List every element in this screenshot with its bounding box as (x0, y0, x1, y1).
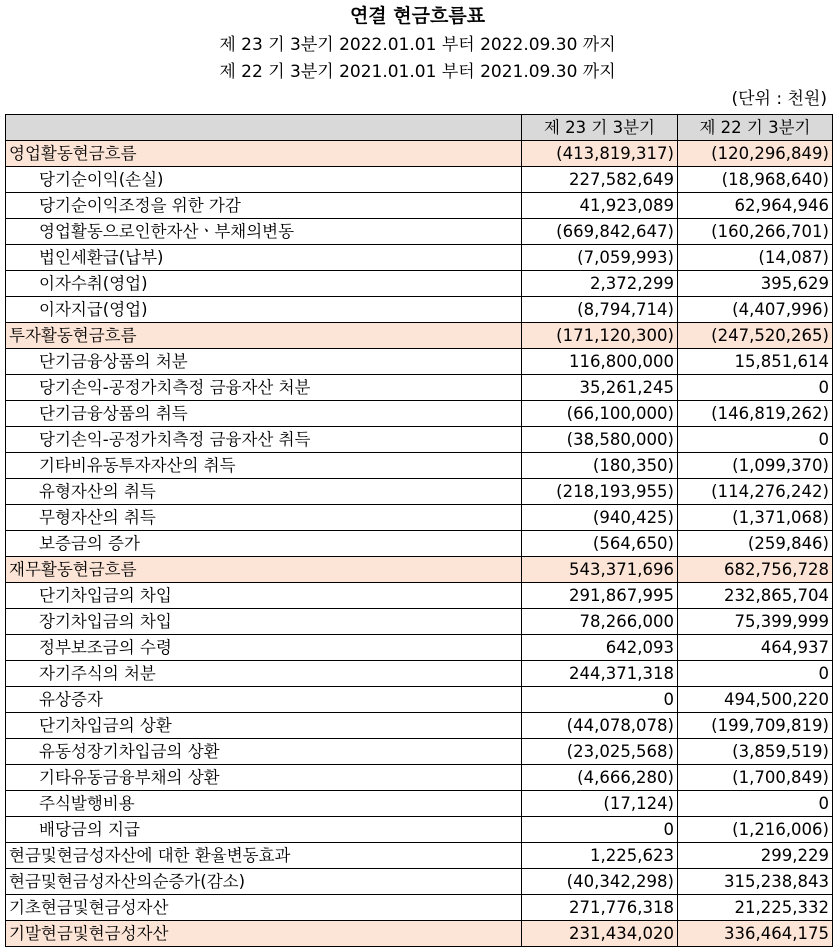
prior-period-value: 682,756,728 (678, 557, 833, 583)
row-label: 장기차입금의 차입 (6, 609, 522, 635)
row-label: 유형자산의 취득 (6, 479, 522, 505)
prior-period-value: (199,709,819) (678, 713, 833, 739)
current-period-value: 543,371,696 (522, 557, 678, 583)
table-body (6, 141, 833, 947)
prior-period-value: 494,500,220 (678, 687, 833, 713)
row-label: 주식발행비용 (6, 791, 522, 817)
current-period-value: (23,025,568) (522, 739, 678, 765)
table-row (6, 167, 833, 193)
current-period-value: 0 (522, 817, 678, 843)
table-row (6, 479, 833, 505)
row-label: 단기금융상품의 처분 (6, 349, 522, 375)
table-row (6, 869, 833, 895)
table-row (6, 583, 833, 609)
row-label: 유상증자 (6, 687, 522, 713)
table-row (6, 427, 833, 453)
table-row (6, 375, 833, 401)
prior-period-value: (18,968,640) (678, 167, 833, 193)
prior-period-value: (259,846) (678, 531, 833, 557)
row-label: 영업활동으로인한자산ㆍ부채의변동 (6, 219, 522, 245)
table-row (6, 193, 833, 219)
row-label: 단기차입금의 상환 (6, 713, 522, 739)
current-period-value: 244,371,318 (522, 661, 678, 687)
current-period-value: (40,342,298) (522, 869, 678, 895)
prior-period-value: 299,229 (678, 843, 833, 869)
row-label: 유동성장기차입금의 상환 (6, 739, 522, 765)
table-row (6, 895, 833, 921)
table-row (6, 687, 833, 713)
row-label: 당기손익-공정가치측정 금융자산 취득 (6, 427, 522, 453)
current-period-value: 0 (522, 687, 678, 713)
current-period-value: (564,650) (522, 531, 678, 557)
header-prior-period: 제 22 기 3분기 (678, 115, 833, 141)
row-label: 단기금융상품의 취득 (6, 401, 522, 427)
current-period-value: (413,819,317) (522, 141, 678, 167)
prior-period-value: 464,937 (678, 635, 833, 661)
table-row (6, 401, 833, 427)
prior-period: 제 22 기 3분기 2021.01.01 부터 2021.09.30 까지 (219, 62, 616, 82)
table-row (6, 921, 833, 947)
row-label: 영업활동현금흐름 (6, 141, 522, 167)
table-row (6, 713, 833, 739)
statement-title: 연결 현금흐름표 (349, 5, 486, 27)
row-label: 정부보조금의 수령 (6, 635, 522, 661)
table-row (6, 141, 833, 167)
current-period-value: (8,794,714) (522, 297, 678, 323)
row-label: 이자수취(영업) (6, 271, 522, 297)
table-row (6, 557, 833, 583)
unit-label: (단위 : 천원) (731, 89, 827, 109)
prior-period-value: (3,859,519) (678, 739, 833, 765)
table-row (6, 271, 833, 297)
header-row (6, 115, 833, 141)
prior-period-value: (1,216,006) (678, 817, 833, 843)
row-label: 기초현금및현금성자산 (6, 895, 522, 921)
row-label: 당기순이익조정을 위한 가감 (6, 193, 522, 219)
current-period-value: 231,434,020 (522, 921, 678, 947)
prior-period-value: (1,371,068) (678, 505, 833, 531)
table-row (6, 843, 833, 869)
prior-period-value: 395,629 (678, 271, 833, 297)
current-period-value: 78,266,000 (522, 609, 678, 635)
current-period-value: 2,372,299 (522, 271, 678, 297)
prior-period-value: 315,238,843 (678, 869, 833, 895)
prior-period-value: 0 (678, 427, 833, 453)
row-label: 법인세환급(납부) (6, 245, 522, 271)
prior-period-value: (114,276,242) (678, 479, 833, 505)
prior-period-value: (146,819,262) (678, 401, 833, 427)
prior-period-value: 21,225,332 (678, 895, 833, 921)
prior-period-value: 336,464,175 (678, 921, 833, 947)
table-row (6, 349, 833, 375)
current-period-value: 271,776,318 (522, 895, 678, 921)
current-period-value: 116,800,000 (522, 349, 678, 375)
row-label: 자기주식의 처분 (6, 661, 522, 687)
row-label: 현금및현금성자산의순증가(감소) (6, 869, 522, 895)
current-period-value: (44,078,078) (522, 713, 678, 739)
prior-period-value: 15,851,614 (678, 349, 833, 375)
row-label: 투자활동현금흐름 (6, 323, 522, 349)
prior-period-value: 75,399,999 (678, 609, 833, 635)
prior-period-value: (160,266,701) (678, 219, 833, 245)
cash-flow-table (5, 114, 833, 947)
row-label: 기타유동금융부채의 상환 (6, 765, 522, 791)
current-period-value: 227,582,649 (522, 167, 678, 193)
current-period-value: (7,059,993) (522, 245, 678, 271)
header-current-period: 제 23 기 3분기 (522, 115, 678, 141)
table-row (6, 297, 833, 323)
current-period-value: (38,580,000) (522, 427, 678, 453)
current-period-value: (66,100,000) (522, 401, 678, 427)
current-period-value: (218,193,955) (522, 479, 678, 505)
current-period-value: (4,666,280) (522, 765, 678, 791)
prior-period-value: (1,700,849) (678, 765, 833, 791)
table-row (6, 219, 833, 245)
prior-period-value: 0 (678, 791, 833, 817)
table-row (6, 531, 833, 557)
row-label: 이자지급(영업) (6, 297, 522, 323)
table-row (6, 609, 833, 635)
row-label: 기타비유동투자자산의 취득 (6, 453, 522, 479)
prior-period-value: 62,964,946 (678, 193, 833, 219)
row-label: 기말현금및현금성자산 (6, 921, 522, 947)
prior-period-value: 0 (678, 661, 833, 687)
table-row (6, 765, 833, 791)
prior-period-value: (4,407,996) (678, 297, 833, 323)
current-period-value: 291,867,995 (522, 583, 678, 609)
current-period-value: 642,093 (522, 635, 678, 661)
table-row (6, 245, 833, 271)
current-period: 제 23 기 3분기 2022.01.01 부터 2022.09.30 까지 (219, 35, 616, 55)
current-period-value: 35,261,245 (522, 375, 678, 401)
prior-period-value: 232,865,704 (678, 583, 833, 609)
header-label (6, 115, 522, 141)
table-row (6, 505, 833, 531)
table-row (6, 323, 833, 349)
table-row (6, 661, 833, 687)
current-period-value: (17,124) (522, 791, 678, 817)
prior-period-value: (120,296,849) (678, 141, 833, 167)
current-period-value: (180,350) (522, 453, 678, 479)
current-period-value: (171,120,300) (522, 323, 678, 349)
current-period-value: 41,923,089 (522, 193, 678, 219)
row-label: 보증금의 증가 (6, 531, 522, 557)
row-label: 단기차입금의 차입 (6, 583, 522, 609)
prior-period-value: (1,099,370) (678, 453, 833, 479)
row-label: 현금및현금성자산에 대한 환율변동효과 (6, 843, 522, 869)
current-period-value: (940,425) (522, 505, 678, 531)
prior-period-value: (14,087) (678, 245, 833, 271)
row-label: 배당금의 지급 (6, 817, 522, 843)
prior-period-value: (247,520,265) (678, 323, 833, 349)
table-row (6, 817, 833, 843)
current-period-value: 1,225,623 (522, 843, 678, 869)
row-label: 재무활동현금흐름 (6, 557, 522, 583)
row-label: 당기순이익(손실) (6, 167, 522, 193)
row-label: 당기손익-공정가치측정 금융자산 처분 (6, 375, 522, 401)
table-row (6, 635, 833, 661)
table-row (6, 739, 833, 765)
current-period-value: (669,842,647) (522, 219, 678, 245)
table-row (6, 791, 833, 817)
prior-period-value: 0 (678, 375, 833, 401)
row-label: 무형자산의 취득 (6, 505, 522, 531)
table-row (6, 453, 833, 479)
